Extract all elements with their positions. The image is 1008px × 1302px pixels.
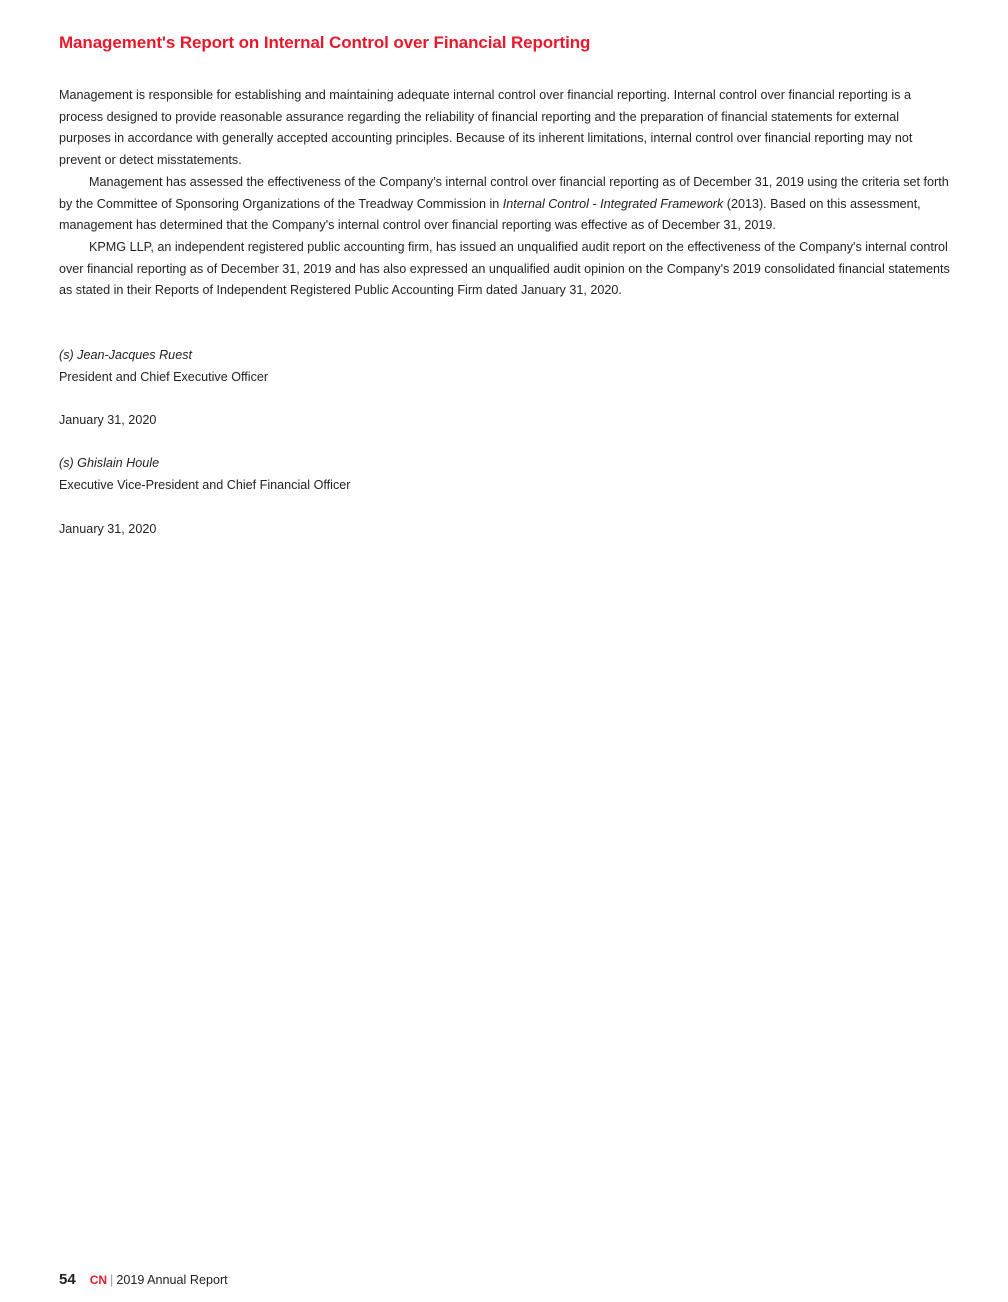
signature-name: (s) Jean-Jacques Ruest bbox=[59, 348, 192, 362]
signature-date-cfo: January 31, 2020 bbox=[59, 521, 157, 536]
framework-name: Internal Control - Integrated Framework bbox=[502, 196, 724, 211]
signature-section bbox=[59, 345, 350, 562]
page-number: 54 bbox=[59, 1271, 76, 1288]
signature-block-ceo bbox=[59, 345, 350, 388]
paragraph-assessment bbox=[59, 172, 951, 237]
page-title: Management's Report on Internal Control over Financial Reporting bbox=[59, 33, 591, 52]
paragraph-responsibility: Management is responsible for establishing and maintaining adequate internal control over financial reporting. Internal control over financial reporting is a process designed to provide reasonable assurance regarding the reliability of financial reporting and the preparation of financial statements for external purposes in accordance with generally accepted accounting principles. Because of its inherent limitations, internal control over financial reporting may not prevent or detect misstatements. bbox=[59, 88, 913, 168]
signature-position: President and Chief Executive Officer bbox=[59, 369, 269, 384]
signature-block-cfo bbox=[59, 453, 350, 496]
report-body bbox=[59, 85, 951, 302]
signature-date-ceo: January 31, 2020 bbox=[59, 413, 157, 428]
footer-separator: | bbox=[110, 1273, 114, 1287]
signature-name: (s) Ghislain Houle bbox=[59, 456, 160, 471]
report-name: 2019 Annual Report bbox=[116, 1273, 228, 1287]
paragraph-assessment-text: Management has assessed the effectiveness of the Company's internal control over financial reporting as of December 31, 2019 using the criteria set forth by the Committee of Sponsoring Organizations of the Treadway Commission in bbox=[59, 174, 949, 211]
signature-position: Executive Vice-President and Chief Financial Officer bbox=[59, 478, 351, 493]
paragraph-assessment-text-end: (2013). Based on this assessment, management has determined that the Company's internal control over financial reporting was effective as of December 31, 2019. bbox=[59, 196, 921, 233]
brand-logo-text: CN bbox=[89, 1273, 108, 1287]
paragraph-auditor: KPMG LLP, an independent registered public accounting firm, has issued an unqualified audit report on the effectiveness of the Company's internal control over financial reporting as of December 31, 2019 and has also expressed an unqualified audit opinion on the Company's 2019 consolidated financial statements as stated in their Reports of Independent Registered Public Accounting Firm dated January 31, 2020. bbox=[59, 239, 950, 298]
page-footer bbox=[59, 1270, 228, 1290]
